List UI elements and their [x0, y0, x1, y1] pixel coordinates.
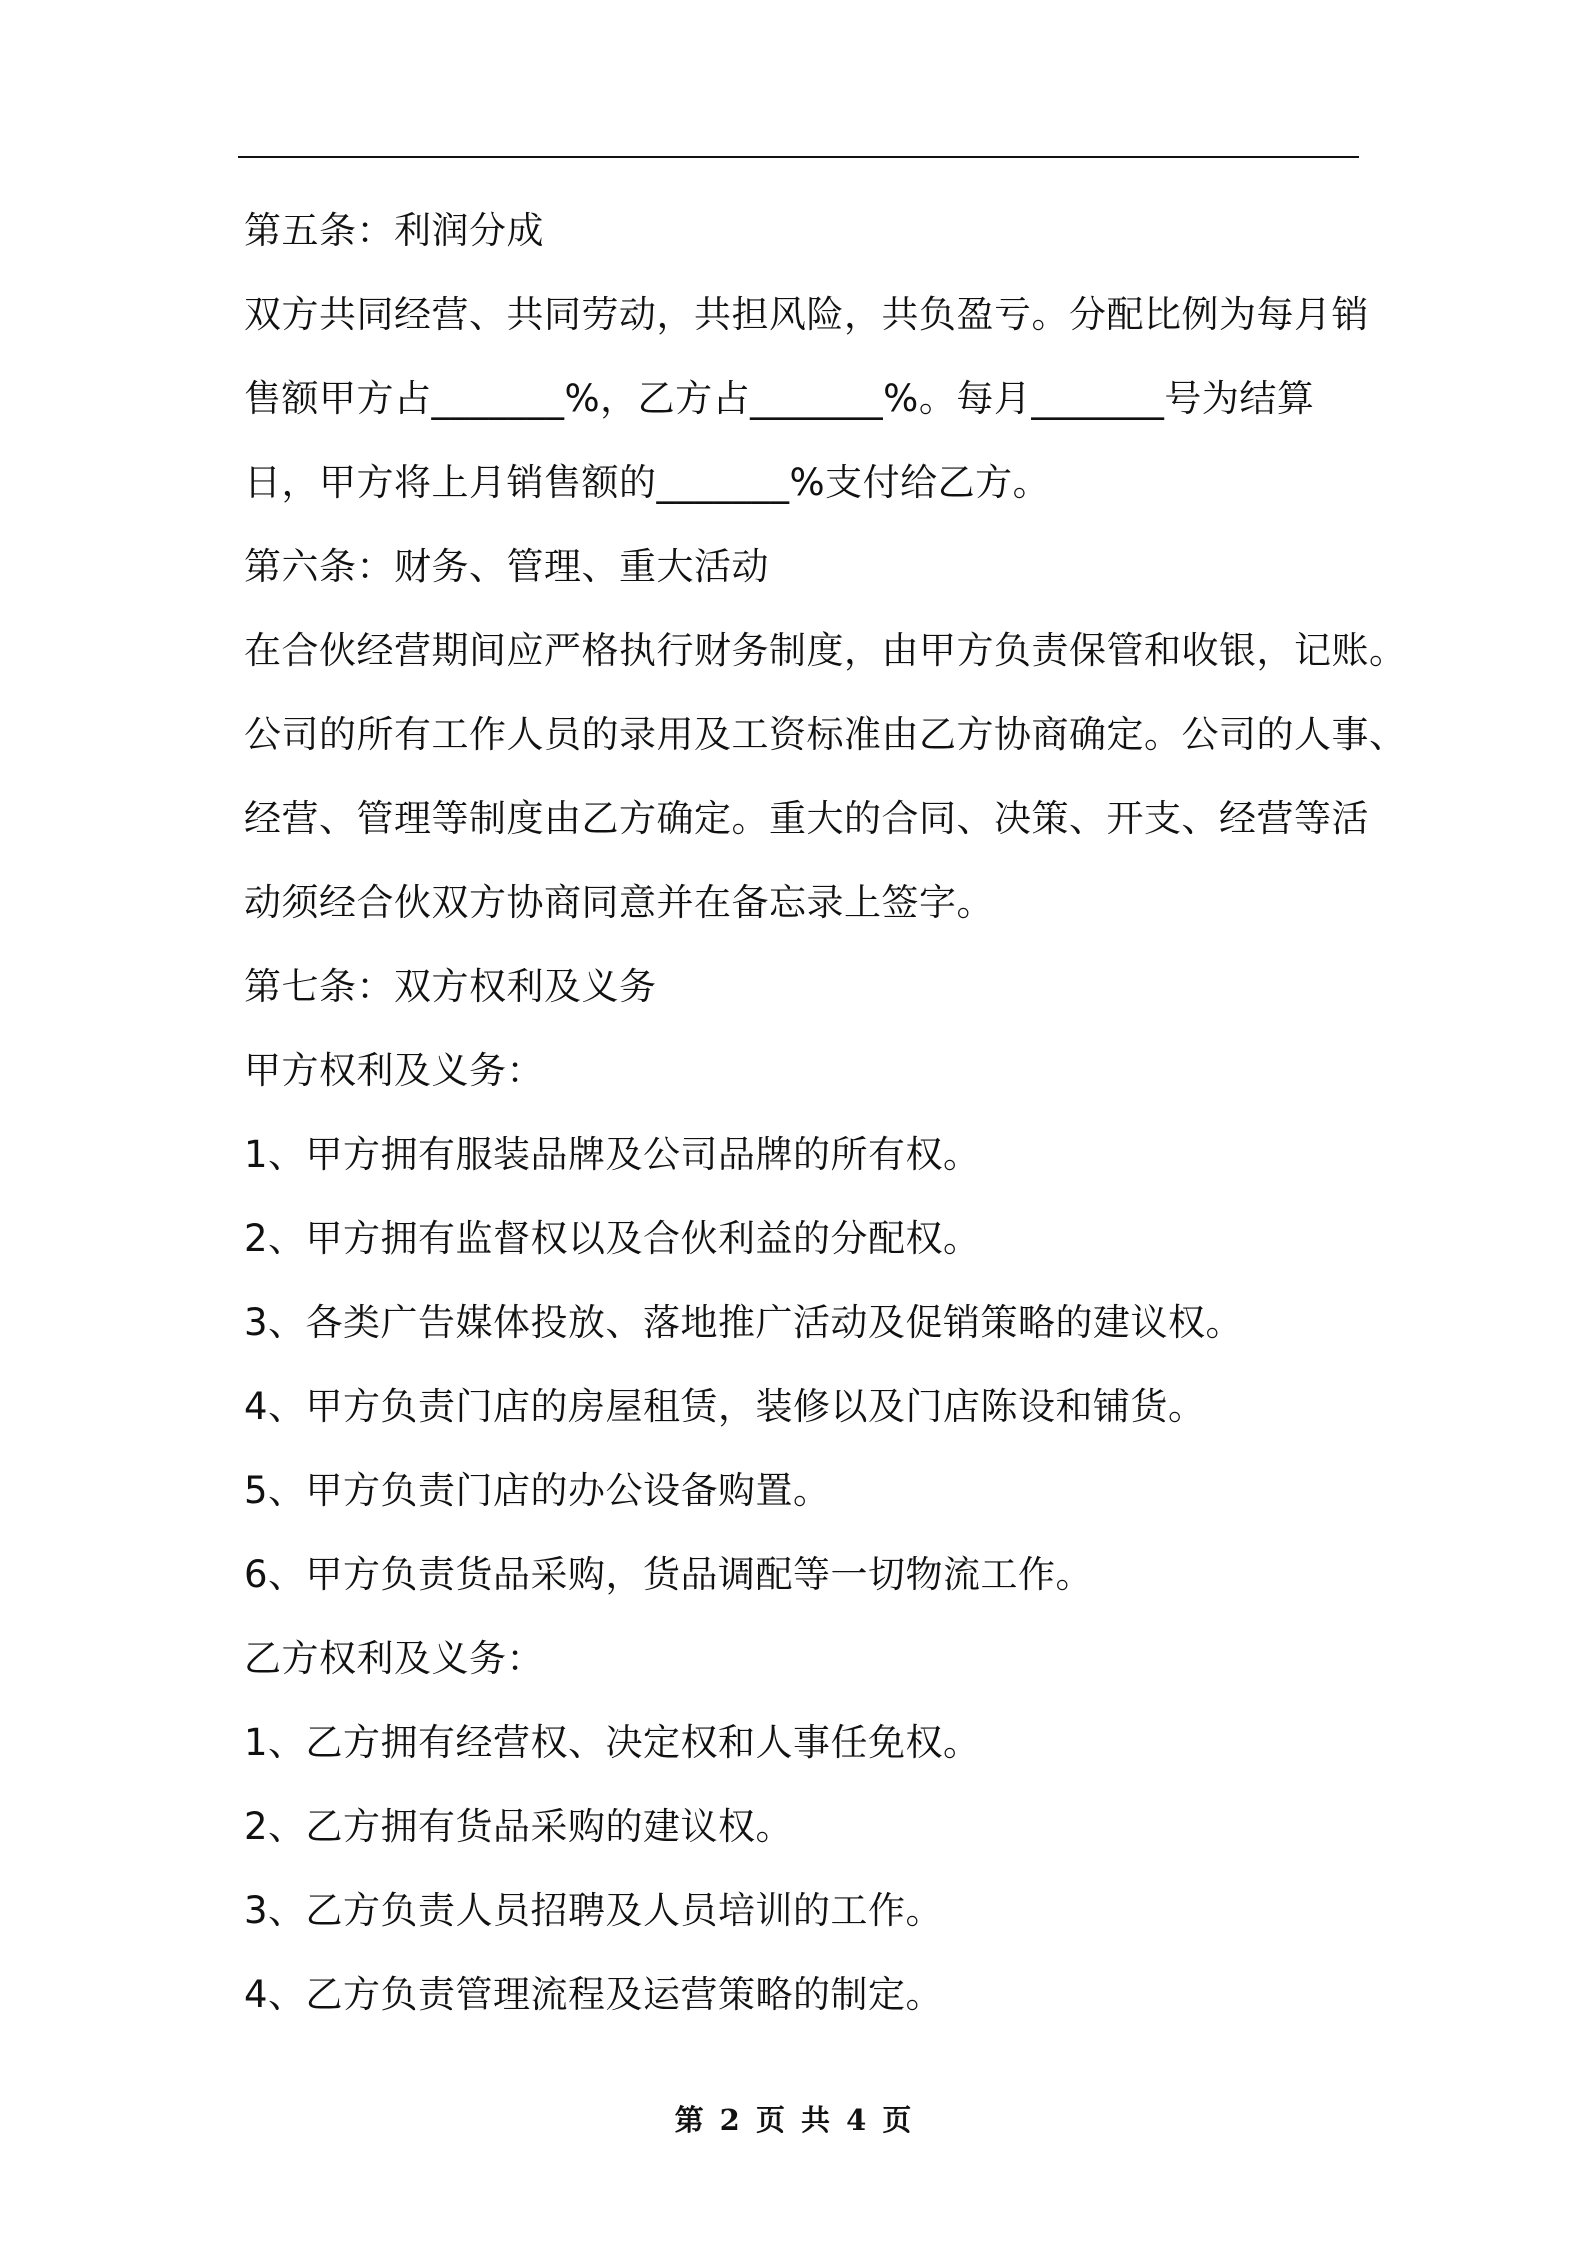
header-rule [238, 156, 1359, 158]
article-5-text-line: 售额甲方占_______%，乙方占_______%。每月_______号为结算 [244, 377, 1315, 420]
article-5-heading: 第五条：利润分成 [244, 209, 544, 252]
party-a-subheading: 甲方权利及义务： [244, 1049, 544, 1092]
article-5-text-line: 双方共同经营、共同劳动，共担风险，共负盈亏。分配比例为每月销 [244, 293, 1369, 336]
party-a-list-item: 4、甲方负责门店的房屋租赁，装修以及门店陈设和铺货。 [244, 1385, 1206, 1428]
article-6-heading: 第六条：财务、管理、重大活动 [244, 545, 769, 588]
article-6-text-line: 经营、管理等制度由乙方确定。重大的合同、决策、开支、经营等活 [244, 797, 1369, 840]
article-7-heading: 第七条：双方权利及义务 [244, 965, 657, 1008]
party-b-subheading: 乙方权利及义务： [244, 1637, 544, 1680]
article-5-text-line: 日，甲方将上月销售额的_______%支付给乙方。 [244, 461, 1051, 504]
document-body [244, 199, 1407, 2047]
article-6-text-line: 公司的所有工作人员的录用及工资标准由乙方协商确定。公司的人事、 [244, 713, 1407, 756]
party-b-list-item: 4、乙方负责管理流程及运营策略的制定。 [244, 1973, 944, 2016]
party-a-list-item: 1、甲方拥有服装品牌及公司品牌的所有权。 [244, 1133, 981, 1176]
party-a-list-item: 6、甲方负责货品采购，货品调配等一切物流工作。 [244, 1553, 1094, 1596]
party-b-list-item: 1、乙方拥有经营权、决定权和人事任免权。 [244, 1721, 981, 1764]
party-a-list-item: 5、甲方负责门店的办公设备购置。 [244, 1469, 831, 1512]
party-a-list-item: 2、甲方拥有监督权以及合伙利益的分配权。 [244, 1217, 981, 1260]
party-b-list-item: 3、乙方负责人员招聘及人员培训的工作。 [244, 1889, 944, 1932]
party-a-list-item: 3、各类广告媒体投放、落地推广活动及促销策略的建议权。 [244, 1301, 1244, 1344]
article-6-text-line: 在合伙经营期间应严格执行财务制度，由甲方负责保管和收银，记账。 [244, 629, 1407, 672]
page-number: 第 2 页 共 4 页 [674, 2103, 912, 2137]
party-b-list-item: 2、乙方拥有货品采购的建议权。 [244, 1805, 794, 1848]
article-6-text-line: 动须经合伙双方协商同意并在备忘录上签字。 [244, 881, 994, 924]
